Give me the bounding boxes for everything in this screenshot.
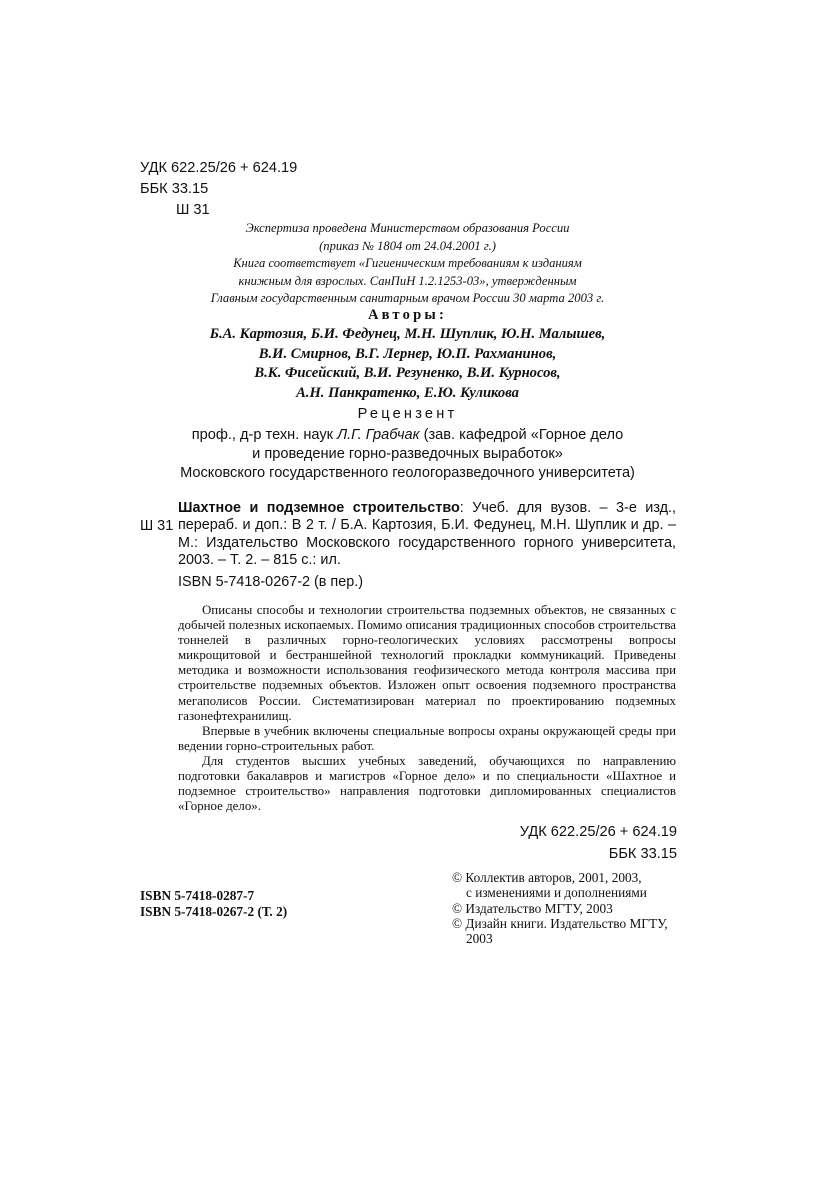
- reviewer-line: Московского государственного геологоразведочного университета): [180, 465, 635, 481]
- expertise-line: книжным для взрослых. СанПиН 1.2.1253-03», утвержденным: [238, 273, 577, 288]
- annotation-paragraph: Для студентов высших учебных заведений, обучающихся по направлению подготовки бакалавров и магистров «Горное дело» и по специальности «Шахтное и подземное строительство» направления подготовки дипломированных специалистов «Горное дело».: [178, 753, 676, 814]
- bbk-code: ББК 33.15: [140, 181, 209, 197]
- reviewer-line: [140, 426, 675, 445]
- authors-list: [140, 325, 675, 403]
- udk-code-bottom: УДК 622.25/26 + 624.19: [519, 824, 677, 840]
- annotation-paragraph: Впервые в учебник включены специальные вопросы охраны окружающей среды при ведении горно-строительных работ.: [178, 723, 676, 753]
- expertise-line: (приказ № 1804 от 24.04.2001 г.): [319, 238, 496, 253]
- expertise-line: Экспертиза проведена Министерством образования России: [245, 221, 570, 235]
- authors-line: Б.А. Картозия, Б.И. Федунец, М.Н. Шуплик, Ю.Н. Малышев,: [209, 326, 606, 342]
- author-mark: Ш 31: [176, 202, 210, 218]
- authors-heading: Авторы:: [367, 307, 448, 323]
- authors-line: В.К. Фисейский, В.И. Резуненко, В.И. Курносов,: [254, 365, 561, 381]
- reviewer-title: проф., д-р техн. наук: [191, 427, 338, 443]
- reviewer-line: и проведение горно-разведочных выработок»: [252, 446, 563, 462]
- bib-isbn: ISBN 5-7418-0267-2 (в пер.): [178, 574, 364, 590]
- authors-line: В.И. Смирнов, В.Г. Лернер, Ю.П. Рахманинов,: [258, 345, 557, 362]
- udk-code: УДК 622.25/26 + 624.19: [140, 160, 298, 176]
- copyright-block: [452, 870, 668, 946]
- copyright-line: 2003: [466, 931, 493, 947]
- isbn-set: ISBN 5-7418-0287-7: [140, 888, 255, 903]
- bbk-code-bottom: ББК 33.15: [608, 846, 677, 862]
- expertise-notice: [140, 220, 675, 308]
- reviewer-heading: Рецензент: [357, 406, 458, 422]
- annotation-paragraph: Описаны способы и технологии строительства подземных объектов, не связанных с добычей полезных ископаемых. Помимо описания традиционных способов строительства тоннелей в различных горно-геологических условиях рассмотрены вопросы микрощитовой и бестраншейной технологий прокладки коммуникаций. Приведены методика и возможности использования геофизического метода контроля массива при строительстве подземных объектов. Изложен опыт освоения подземного пространства мегаполисов России. Систематизирован материал по проектированию подземных газонефтехранилищ.: [178, 603, 676, 723]
- reviewer-block: [140, 426, 675, 483]
- isbn-volume: ISBN 5-7418-0267-2 (Т. 2): [140, 904, 288, 919]
- reviewer-affiliation: (зав. кафедрой «Горное дело: [419, 427, 624, 443]
- copyright-line: © Коллектив авторов, 2001, 2003,: [452, 870, 642, 885]
- bibliographic-entry: [178, 500, 676, 570]
- annotation: [178, 603, 676, 814]
- reviewer-name: Л.Г. Грабчак: [337, 427, 420, 443]
- bib-description: : Учеб. для вузов. – 3-е изд., перераб. и доп.: В 2 т. / Б.А. Картозия, Б.И. Федунец, М.Н. Шуплик и др. – М.: Издательство Московского государственного горного университета, 2003. – Т. 2. – 815 с.: ил.: [178, 500, 677, 569]
- book-title: Шахтное и подземное строительство: [178, 500, 460, 516]
- copyright-line: © Издательство МГТУ, 2003: [452, 900, 613, 916]
- expertise-line: Книга соответствует «Гигиеническим требованиям к изданиям: [233, 256, 582, 270]
- copyright-line: © Дизайн книги. Издательство МГТУ,: [452, 915, 668, 931]
- expertise-line: Главным государственным санитарным врачом России 30 марта 2003 г.: [210, 291, 605, 305]
- bib-author-mark: Ш 31: [140, 518, 174, 534]
- copyright-line: с изменениями и дополнениями: [466, 885, 647, 901]
- authors-line: А.Н. Панкратенко, Е.Ю. Куликова: [296, 384, 519, 401]
